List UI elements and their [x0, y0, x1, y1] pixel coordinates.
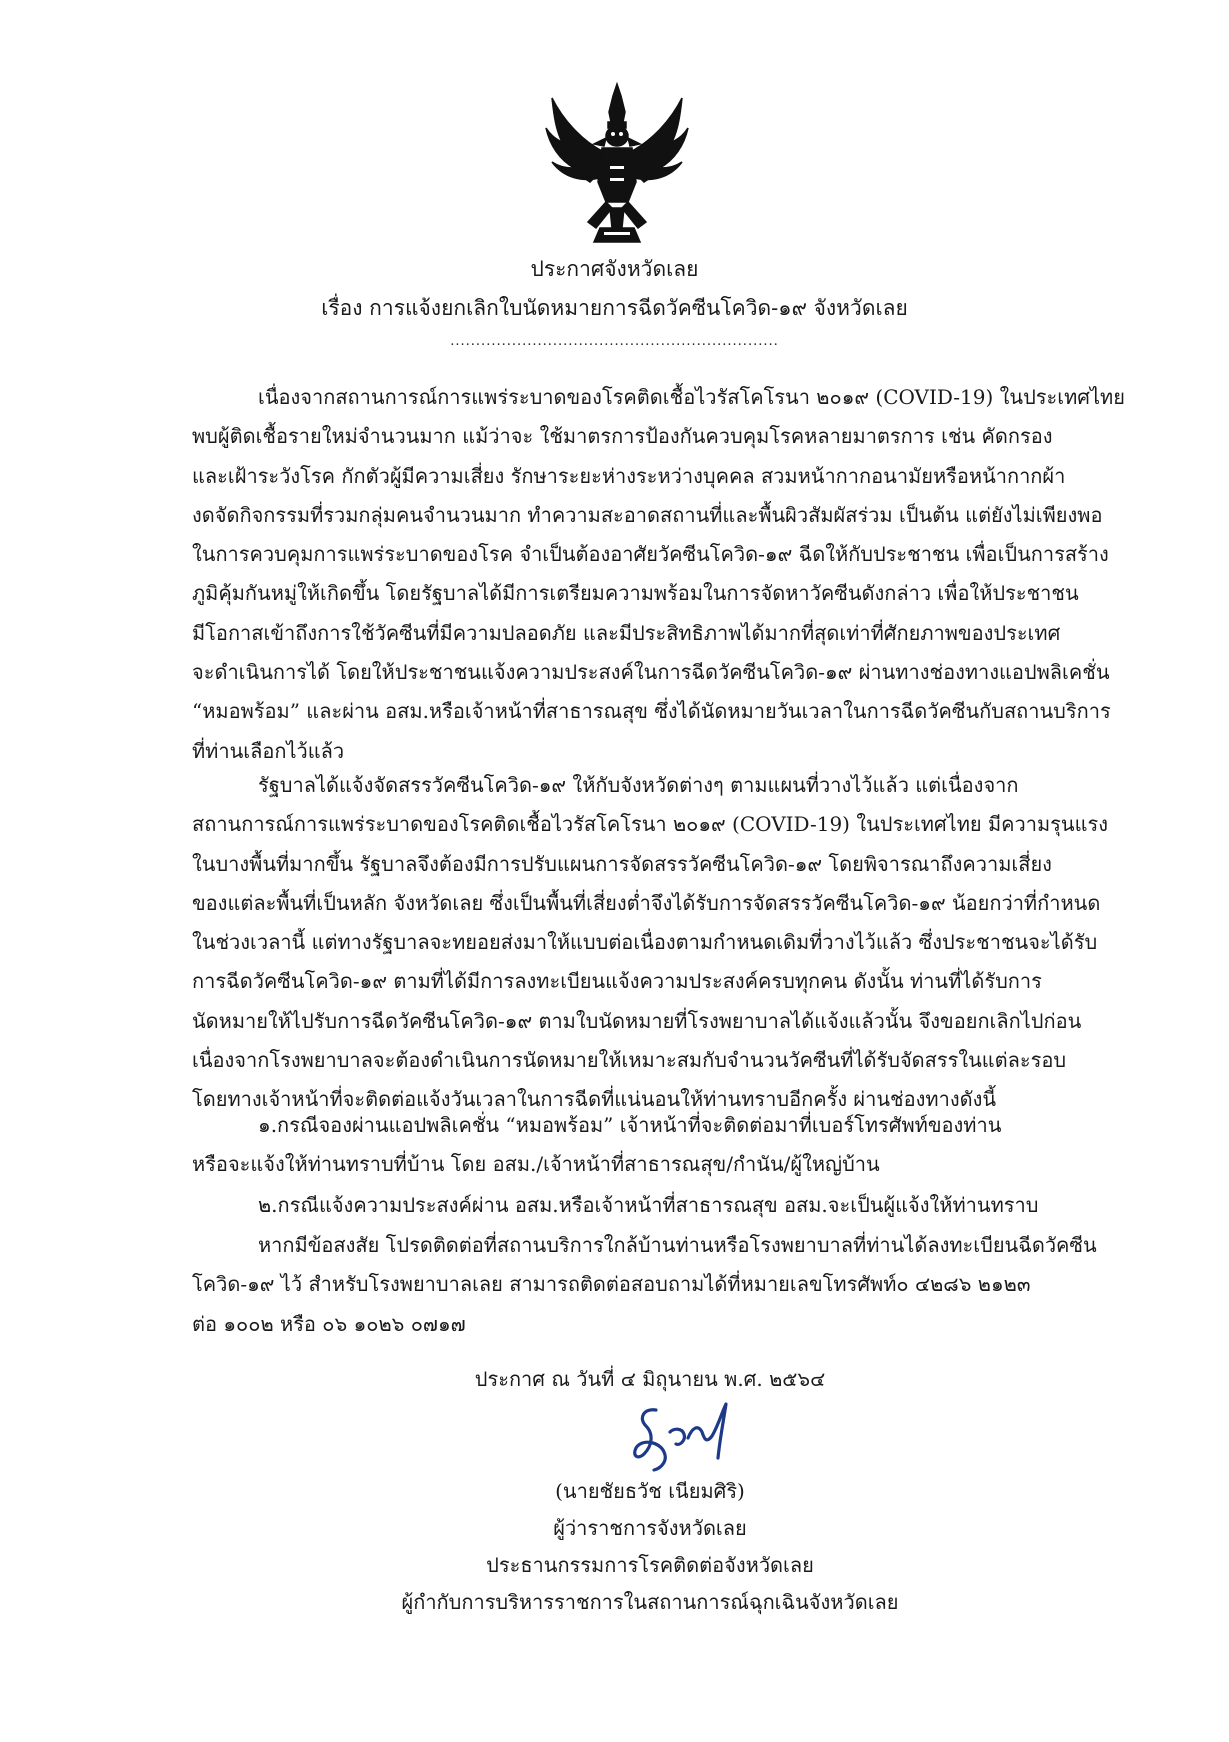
signer-title: ประธานกรรมการโรคติดต่อจังหวัดเลย [486, 1553, 814, 1577]
text-line: ในการควบคุมการแพร่ระบาดของโรค จำเป็นต้องอาศัยวัคซีนโควิด-๑๙ ฉีดให้กับประชาชน เพื่อเป็นการสร้าง [192, 542, 1109, 567]
garuda-emblem-icon [544, 82, 690, 248]
text-line: ในช่วงเวลานี้ แต่ทางรัฐบาลจะทยอยส่งมาให้แบบต่อเนื่องตามกำหนดเดิมที่วางไว้แล้ว ซึ่งประชาชนจะได้รับ [192, 930, 1098, 955]
text-line: รัฐบาลได้แจ้งจัดสรรวัคซีนโควิด-๑๙ ให้กับจังหวัดต่างๆ ตามแผนที่วางไว้แล้ว แต่เนื่องจาก [258, 773, 1019, 797]
text-line: ต่อ ๑๐๐๒ หรือ ๐๖ ๑๐๒๖ ๐๗๑๗ [192, 1311, 466, 1336]
text-line: โควิด-๑๙ ไว้ สำหรับโรงพยาบาลเลย สามารถติดต่อสอบถามได้ที่หมายเลขโทรศัพท์๐ ๔๒๘๖ ๒๑๒๓ [192, 1272, 1031, 1297]
text-line: โดยทางเจ้าหน้าที่จะติดต่อแจ้งวันเวลาในการฉีดที่แน่นอนให้ท่านทราบอีกครั้ง ผ่านช่องทางดังนี้ [192, 1087, 997, 1112]
text-line: หรือจะแจ้งให้ท่านทราบที่บ้าน โดย อสม./เจ้าหน้าที่สาธารณสุข/กำนัน/ผู้ใหญ่บ้าน [192, 1152, 880, 1177]
text-line: ๑.กรณีจองผ่านแอปพลิเคชั่น “หมอพร้อม” เจ้าหน้าที่จะติดต่อมาที่เบอร์โทรศัพท์ของท่าน [258, 1113, 1002, 1137]
signer-name: (นายชัยธวัช เนียมศิริ) [555, 1479, 745, 1503]
list-item-2 [192, 1186, 1135, 1225]
text-line: มีโอกาสเข้าถึงการใช้วัคซีนที่มีความปลอดภัย และมีประสิทธิภาพได้มากที่สุดเท่าที่ศักยภาพของประเทศ [192, 620, 1061, 645]
text-line: จะดำเนินการได้ โดยให้ประชาชนแจ้งความประสงค์ในการฉีดวัคซีนโควิด-๑๙ ผ่านทางช่องทางแอปพลิเคชั่น [192, 660, 1110, 685]
list-item-1 [192, 1106, 1135, 1185]
text-line: ๒.กรณีแจ้งความประสงค์ผ่าน อสม.หรือเจ้าหน้าที่สาธารณสุข อสม.จะเป็นผู้แจ้งให้ท่านทราบ [258, 1193, 1039, 1217]
paragraph-2 [192, 766, 1135, 1120]
page-title: ประกาศจังหวัดเลย [530, 257, 699, 281]
text-line: พบผู้ติดเชื้อรายใหม่จำนวนมาก แม้ว่าจะ ใช้มาตรการป้องกันควบคุมโรคหลายมาตรการ เช่น คัดกรอง [192, 424, 1053, 449]
text-line: และเฝ้าระวังโรค กักตัวผู้มีความเสี่ยง รักษาระยะห่างระหว่างบุคคล สวมหน้ากากอนามัยหรือหน้ากากผ้า [192, 463, 1066, 488]
text-line: ในบางพื้นที่มากขึ้น รัฐบาลจึงต้องมีการปรับแผนการจัดสรรวัคซีนโควิด-๑๙ โดยพิจารณาถึงความเสี่ยง [192, 851, 1052, 876]
paragraph-3 [192, 1226, 1135, 1344]
text-line: เนื่องจากสถานการณ์การแพร่ระบาดของโรคติดเชื้อไวรัสโคโรนา ๒๐๑๙ (COVID-19) ในประเทศไทย [258, 385, 1125, 409]
text-line: ของแต่ละพื้นที่เป็นหลัก จังหวัดเลย ซึ่งเป็นพื้นที่เสี่ยงต่ำจึงได้รับการจัดสรรวัคซีนโควิด-๑๙ น้อยกว่าที่กำหนด [192, 890, 1101, 915]
signer-title: ผู้ว่าราชการจังหวัดเลย [553, 1516, 747, 1540]
separator-dots: ................................................................ [450, 334, 779, 349]
signer-title: ผู้กำกับการบริหารราชการในสถานการณ์ฉุกเฉินจังหวัดเลย [401, 1590, 899, 1614]
text-line: สถานการณ์การแพร่ระบาดของโรคติดเชื้อไวรัสโคโรนา ๒๐๑๙ (COVID-19) ในประเทศไทย มีความรุนแรง [192, 812, 1108, 837]
text-line: งดจัดกิจกรรมที่รวมกลุ่มคนจำนวนมาก ทำความสะอาดสถานที่และพื้นผิวสัมผัสร่วม เป็นต้น แต่ยังไม่เพียงพอ [192, 502, 1103, 527]
text-line: “หมอพร้อม” และผ่าน อสม.หรือเจ้าหน้าที่สาธารณสุข ซึ่งได้นัดหมายวันเวลาในการฉีดวัคซีนกับสถานบริการ [192, 699, 1111, 724]
subject-line: เรื่อง การแจ้งยกเลิกใบนัดหมายการฉีดวัคซีนโควิด-๑๙ จังหวัดเลย [321, 296, 908, 320]
text-line: นัดหมายให้ไปรับการฉีดวัคซีนโควิด-๑๙ ตามใบนัดหมายที่โรงพยาบาลได้แจ้งแล้วนั้น จึงขอยกเลิกไปก่อน [192, 1008, 1082, 1033]
text-line: เนื่องจากโรงพยาบาลจะต้องดำเนินการนัดหมายให้เหมาะสมกับจำนวนวัคซีนที่ได้รับจัดสรรในแต่ละรอบ [192, 1048, 1067, 1073]
text-line: ที่ท่านเลือกไว้แล้ว [192, 738, 345, 763]
paragraph-1 [192, 378, 1135, 771]
announce-date: ประกาศ ณ วันที่ ๔ มิถุนายน พ.ศ. ๒๕๖๔ [474, 1367, 826, 1391]
handwritten-signature-icon [622, 1398, 742, 1478]
text-line: หากมีข้อสงสัย โปรดติดต่อที่สถานบริการใกล้บ้านท่านหรือโรงพยาบาลที่ท่านได้ลงทะเบียนฉีดวัคซีน [258, 1233, 1097, 1257]
text-line: ภูมิคุ้มกันหมู่ให้เกิดขึ้น โดยรัฐบาลได้มีการเตรียมความพร้อมในการจัดหาวัคซีนดังกล่าว เพื่อให้ประชาชน [192, 581, 1079, 606]
text-line: การฉีดวัคซีนโควิด-๑๙ ตามที่ได้มีการลงทะเบียนแจ้งความประสงค์ครบทุกคน ดังนั้น ท่านที่ได้รับการ [192, 969, 1042, 994]
